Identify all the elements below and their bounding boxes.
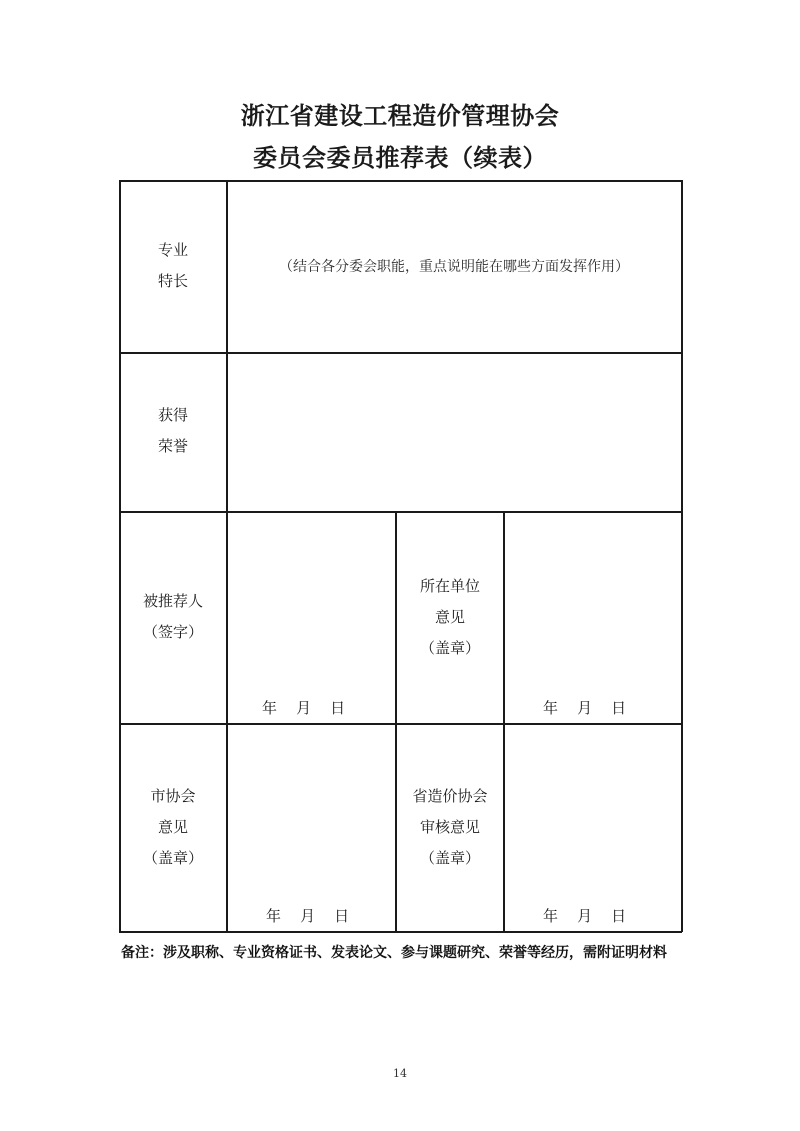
nominee-date: 年 月 日 bbox=[262, 699, 346, 717]
city-assoc-label: 市协会 意见 （盖章） bbox=[142, 787, 203, 867]
specialty-field[interactable] bbox=[228, 182, 680, 351]
remarks-note: 备注：涉及职称、专业资格证书、发表论文、参与课题研究、荣誉等经历，需附证明材料 bbox=[121, 945, 667, 961]
table-border-bottom bbox=[119, 931, 682, 933]
prov-assoc-label: 省造价协会 审核意见 （盖章） bbox=[412, 787, 488, 867]
table-border-right bbox=[681, 180, 683, 932]
city-assoc-date: 年 月 日 bbox=[266, 907, 350, 925]
employer-label: 所在单位 意见 （盖章） bbox=[419, 577, 480, 657]
honors-field[interactable] bbox=[228, 354, 680, 510]
prov-assoc-date: 年 月 日 bbox=[543, 907, 627, 925]
city-assoc-opinion-field[interactable] bbox=[228, 725, 394, 930]
document-title-line2: 委员会委员推荐表（续表） bbox=[253, 143, 547, 172]
nominee-label: 被推荐人 （签字） bbox=[142, 592, 203, 641]
prov-assoc-opinion-field[interactable] bbox=[505, 725, 680, 930]
specialty-label: 专业 特长 bbox=[157, 241, 188, 290]
employer-date: 年 月 日 bbox=[543, 699, 627, 717]
employer-opinion-field[interactable] bbox=[505, 513, 680, 722]
nominee-signature-field[interactable] bbox=[228, 513, 394, 722]
document-title-line1: 浙江省建设工程造价管理协会 bbox=[240, 101, 560, 130]
specialty-hint: （结合各分委会职能，重点说明能在哪些方面发挥作用） bbox=[279, 259, 629, 275]
page-number: 14 bbox=[393, 1067, 407, 1080]
honors-label: 获得 荣誉 bbox=[157, 406, 188, 455]
